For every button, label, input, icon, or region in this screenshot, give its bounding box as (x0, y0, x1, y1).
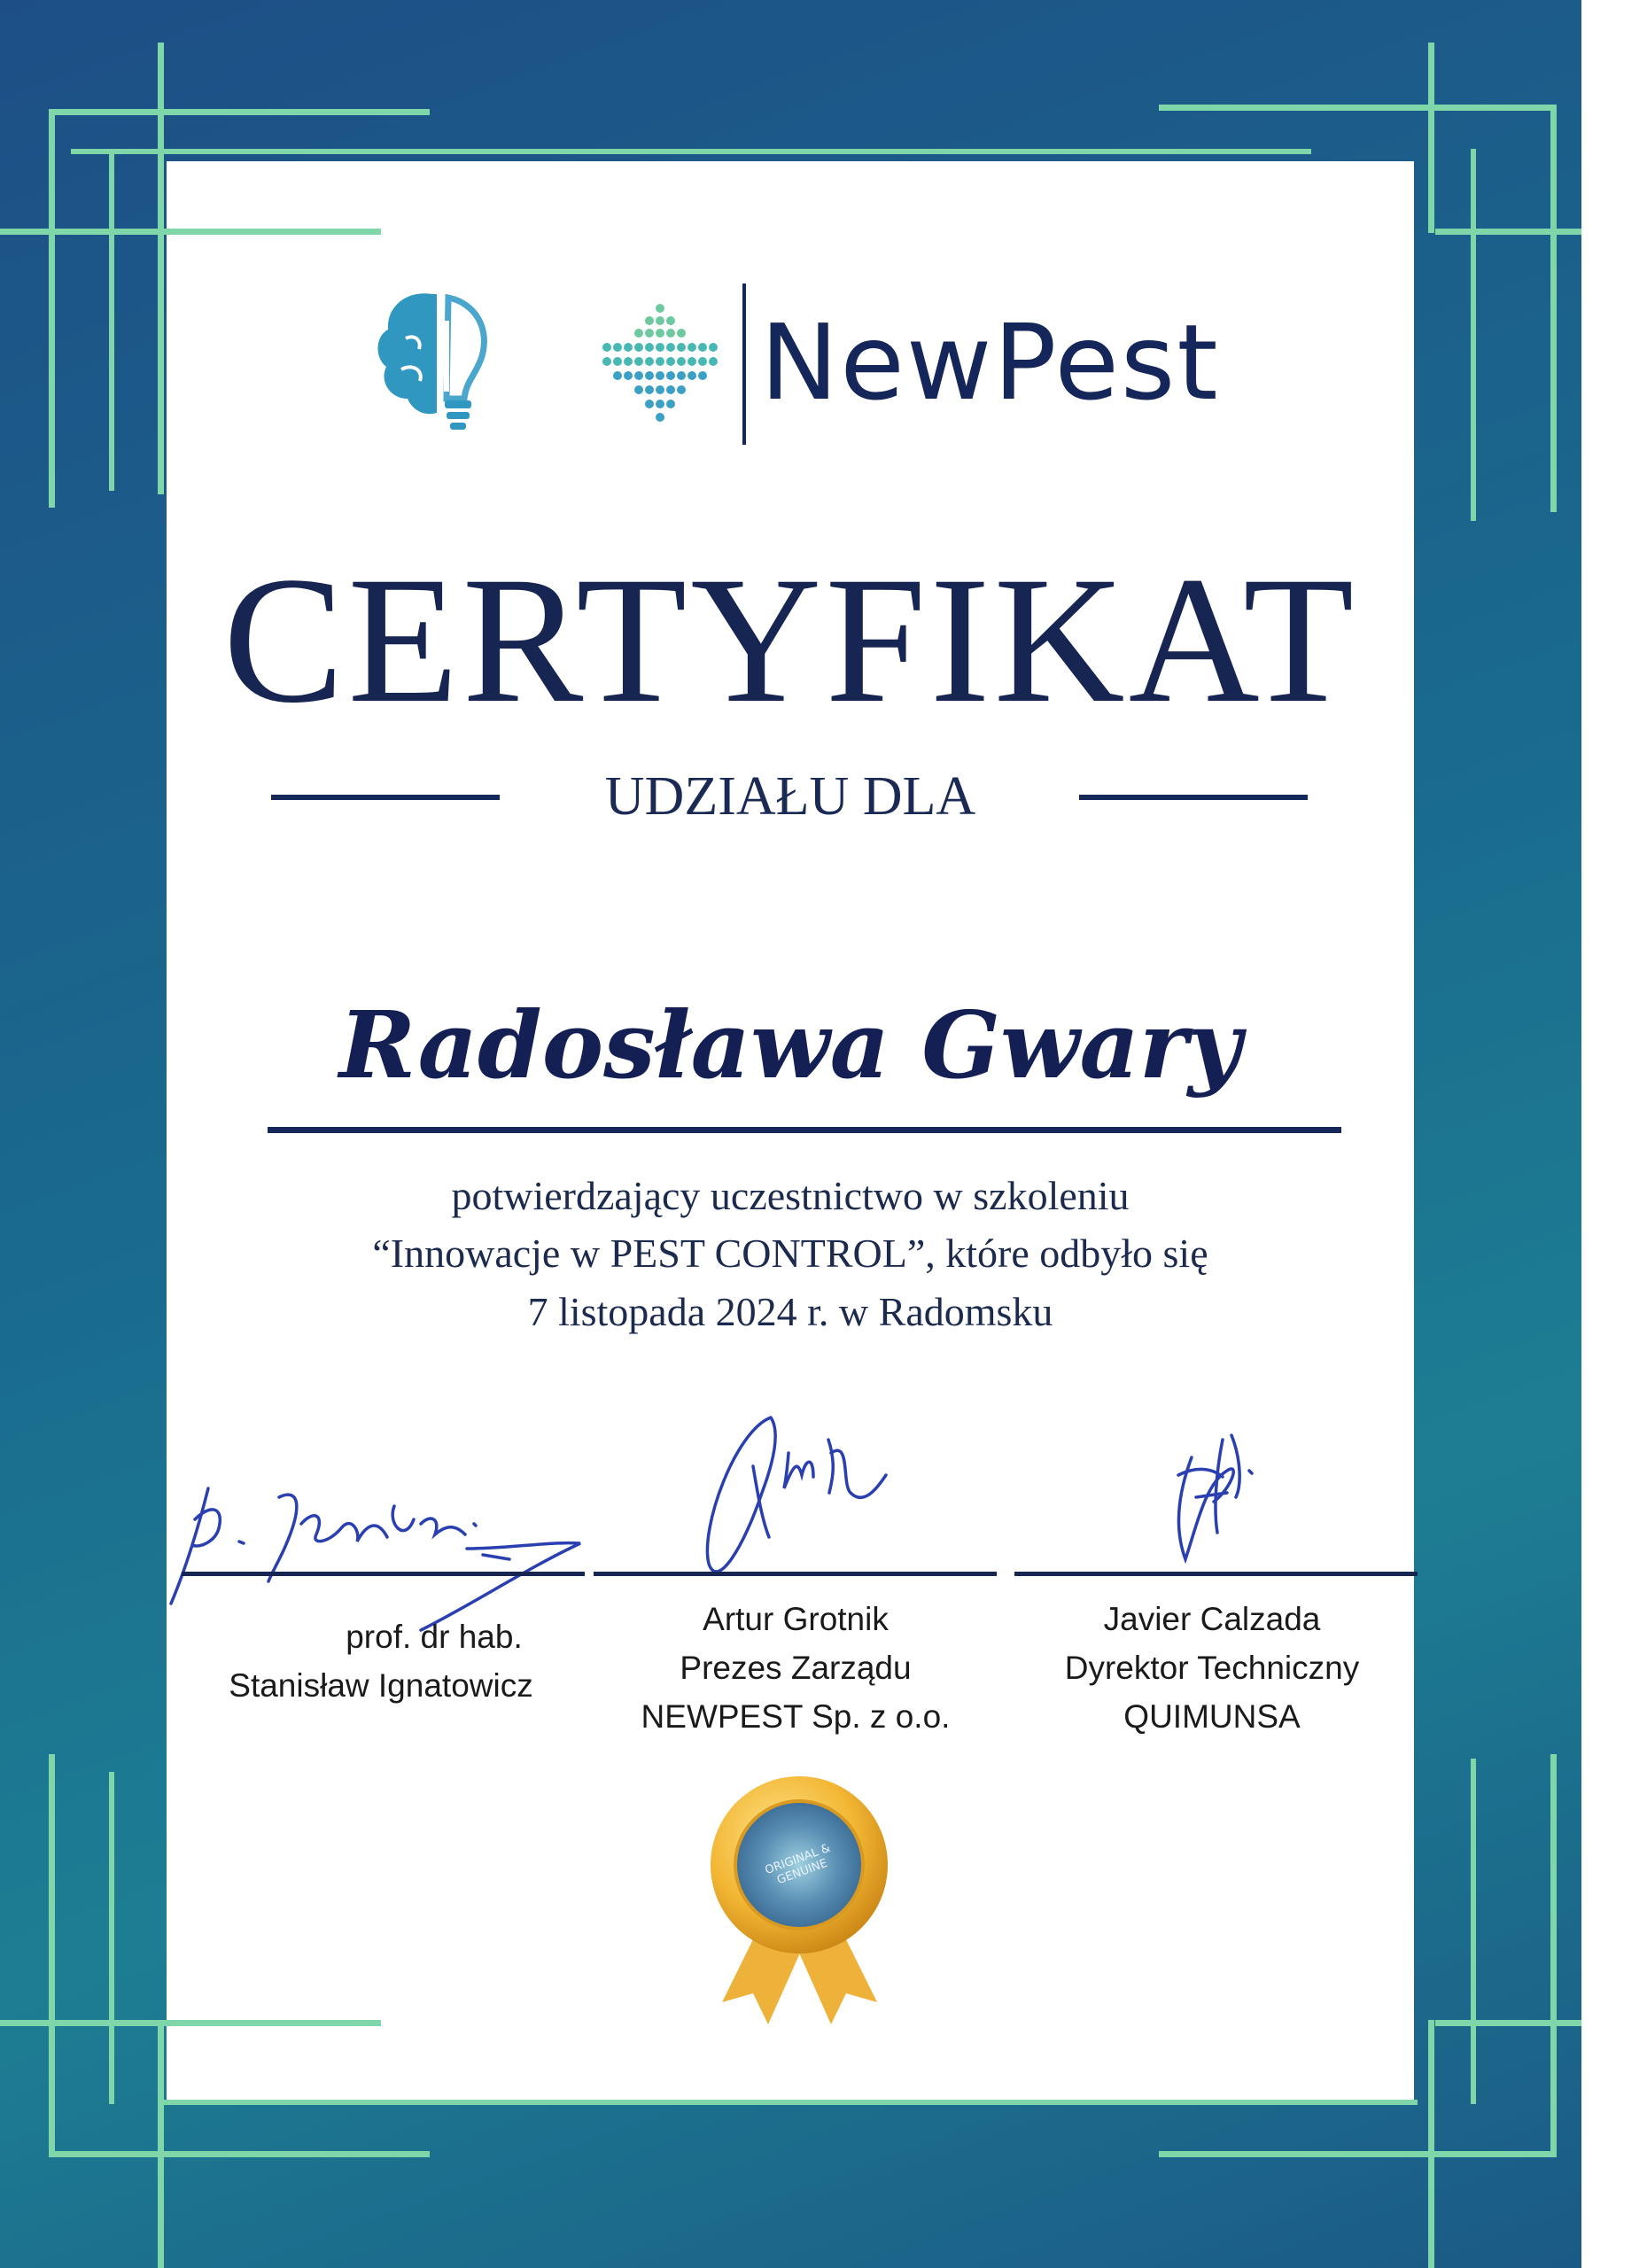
recipient-name: Radosława Gwary (338, 990, 1242, 1099)
signatory-name: Stanisław Ignatowicz (229, 1667, 533, 1704)
gold-seal (704, 1767, 895, 2033)
title-rule-right (1079, 795, 1308, 800)
signature-grotnik (673, 1404, 913, 1626)
recipient-underline (268, 1127, 1341, 1133)
body-line-3: 7 listopada 2024 r. w Radomsku (527, 1289, 1053, 1334)
signature-line-2 (594, 1572, 997, 1576)
signatory-title: prof. dr hab. (346, 1619, 523, 1655)
signatory-name: Artur Grotnik (703, 1601, 889, 1637)
signatory-ignatowicz (159, 1612, 602, 1710)
signatory-company: NEWPEST Sp. z o.o. (641, 1698, 951, 1735)
certificate-title: CERTYFIKAT (222, 540, 1358, 741)
signatory-company: QUIMUNSA (1123, 1698, 1301, 1735)
certificate-subtitle: UDZIAŁU DLA (604, 766, 976, 827)
brain-bulb-logo (370, 285, 499, 445)
seal-icon (704, 1767, 895, 2033)
brand-divider (742, 284, 746, 445)
signature-calzada (1143, 1422, 1285, 1573)
signature-line-3 (1014, 1572, 1418, 1576)
signatory-grotnik (574, 1595, 1017, 1741)
signatory-name: Javier Calzada (1103, 1601, 1321, 1637)
seal-text: ORIGINAL & GENUINE (763, 1841, 833, 1888)
brand-name: NewPest (760, 301, 1220, 423)
signatory-role: Prezes Zarządu (680, 1650, 912, 1686)
signatory-calzada (991, 1595, 1433, 1741)
body-line-1: potwierdzający uczestnictwo w szkoleniu (451, 1173, 1130, 1218)
signatory-role: Dyrektor Techniczny (1064, 1650, 1360, 1686)
signature-line-1 (182, 1572, 585, 1576)
newpest-dots-logo (594, 301, 726, 425)
body-line-2: “Innowacje w PEST CONTROL”, które odbyło się (372, 1231, 1208, 1276)
